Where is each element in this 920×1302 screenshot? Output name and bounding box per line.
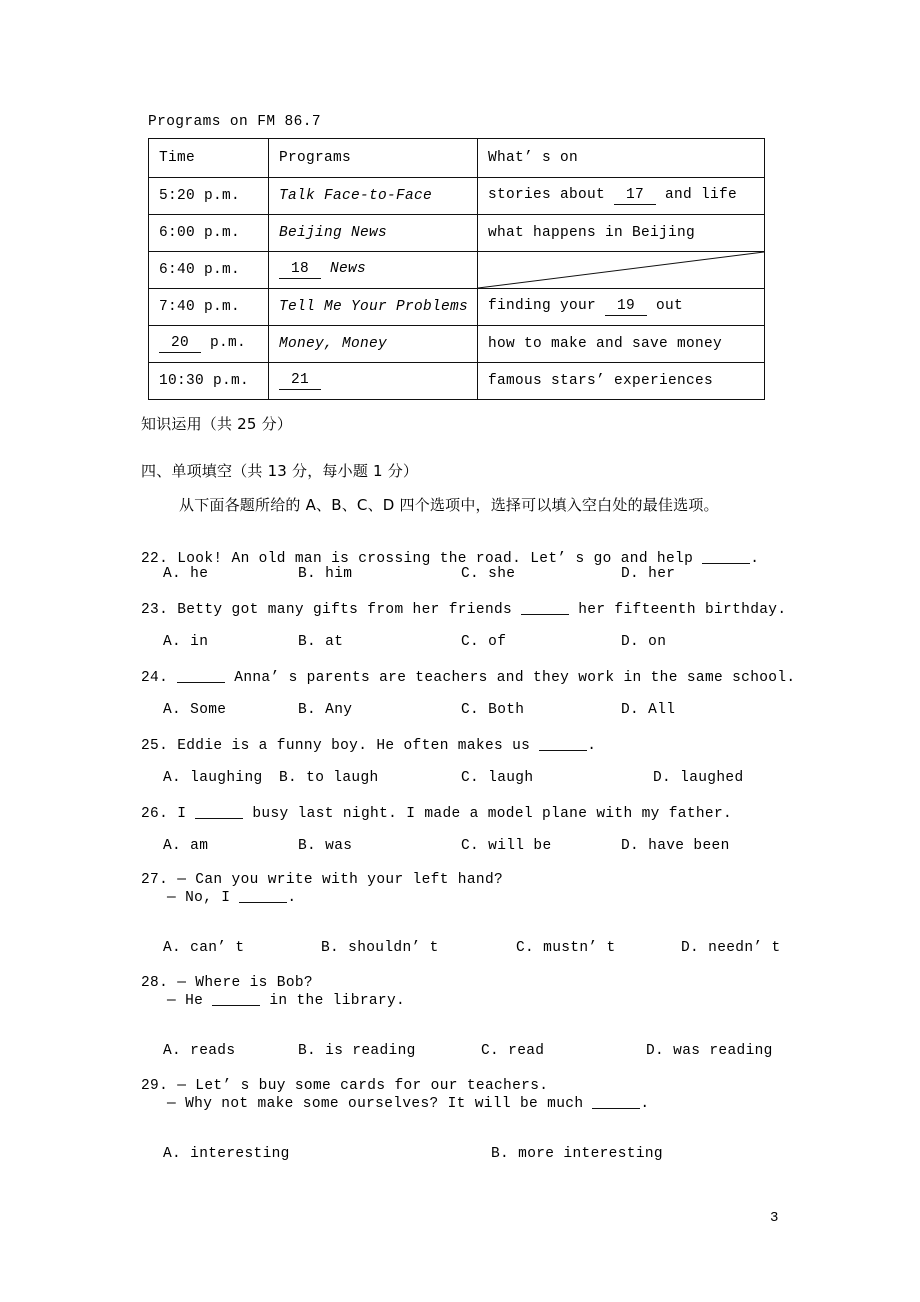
option-choice[interactable]: B. is reading (298, 1043, 416, 1059)
section-heading-multiple-choice: 四、单项填空（共 13 分，每小题 1 分） (141, 462, 419, 480)
question-stem: 28. — Where is Bob? (141, 975, 313, 991)
answer-gap (212, 991, 260, 1006)
option-choice[interactable]: C. laugh (461, 770, 534, 786)
cell-whats-on: how to make and save money (478, 326, 765, 363)
answer-gap (239, 888, 287, 903)
question-stem: 27. — Can you write with your left hand? (141, 872, 504, 888)
section-instruction: 从下面各题所给的 A、B、C、D 四个选项中，选择可以填入空白处的最佳选项。 (179, 496, 719, 514)
question-dialogue-turn: — He in the library. (167, 992, 406, 1009)
option-choice[interactable]: C. of (461, 634, 507, 650)
answer-gap (539, 736, 587, 751)
option-choice[interactable]: C. will be (461, 838, 552, 854)
program-title: Talk Face-to-Face (279, 188, 433, 204)
option-choice[interactable]: A. can’ t (163, 940, 245, 956)
table-row (149, 178, 765, 215)
option-choice[interactable]: B. Any (298, 702, 353, 718)
cell-time: 20 p.m. (149, 326, 269, 363)
option-choice[interactable]: B. at (298, 634, 344, 650)
table-header-cell-2: What’ s on (478, 139, 765, 178)
table-row (149, 252, 765, 289)
option-choice[interactable]: B. him (298, 566, 353, 582)
cell-whats-on-struck (478, 252, 765, 289)
option-choice[interactable]: D. laughed (653, 770, 744, 786)
answer-gap (592, 1094, 640, 1109)
table-row (149, 326, 765, 363)
option-choice[interactable]: D. needn’ t (681, 940, 781, 956)
question-23 (141, 600, 841, 618)
cell-program (269, 326, 478, 363)
question-stem: 23. Betty got many gifts from her friends her fifteenth birthday. (141, 601, 787, 618)
cell-time: 7:40 p.m. (149, 289, 269, 326)
question-dialogue-turn: — Why not make some ourselves? It will be much . (167, 1095, 650, 1112)
option-choice[interactable]: B. more interesting (491, 1146, 663, 1162)
cell-whats-on: famous stars’ experiences (478, 363, 765, 400)
program-title: Tell Me Your Problems (279, 299, 469, 315)
program-title-suffix: News (321, 261, 367, 278)
cell-program (269, 215, 478, 252)
table-header-row (149, 139, 765, 178)
answer-gap (521, 600, 569, 615)
fm-programs-table (148, 138, 765, 400)
question-29 (141, 1078, 841, 1112)
option-choice[interactable]: B. was (298, 838, 353, 854)
cell-time: 6:00 p.m. (149, 215, 269, 252)
cell-program (269, 289, 478, 326)
option-choice[interactable]: C. read (481, 1043, 545, 1059)
question-25 (141, 736, 841, 754)
option-choice[interactable]: C. mustn’ t (516, 940, 616, 956)
option-choice[interactable]: A. laughing (163, 770, 263, 786)
question-stem: 22. Look! An old man is crossing the road. Let’ s go and help . (141, 550, 760, 567)
cell-time: 10:30 p.m. (149, 363, 269, 400)
answer-gap (195, 804, 243, 819)
option-choice[interactable]: D. her (621, 566, 676, 582)
fm-programs-table-block (148, 114, 764, 400)
answer-gap (702, 549, 750, 564)
table-caption: Programs on FM 86.7 (148, 114, 321, 130)
option-choice[interactable]: B. to laugh (279, 770, 379, 786)
cell-time: 6:40 p.m. (149, 252, 269, 289)
table-header-cell-0: Time (149, 139, 269, 178)
cell-program (269, 363, 478, 400)
question-26 (141, 804, 841, 822)
question-dialogue-turn: — No, I . (167, 889, 297, 906)
fm-table-body (149, 139, 765, 400)
option-choice[interactable]: A. Some (163, 702, 227, 718)
table-header-cell-1: Programs (269, 139, 478, 178)
option-choice[interactable]: B. shouldn’ t (321, 940, 439, 956)
option-choice[interactable]: A. interesting (163, 1146, 290, 1162)
question-28 (141, 975, 841, 1009)
answer-blank: 17 (614, 188, 656, 204)
program-title: Money, Money (279, 336, 388, 352)
table-row (149, 215, 765, 252)
answer-blank: 19 (605, 299, 647, 315)
answer-blank: 21 (279, 373, 321, 389)
option-choice[interactable]: C. Both (461, 702, 525, 718)
option-choice[interactable]: D. was reading (646, 1043, 773, 1059)
section-score-line: 知识运用（共 25 分） (141, 415, 293, 433)
cell-whats-on: stories about 17 and life (478, 178, 765, 215)
question-24 (141, 668, 841, 686)
cell-whats-on: what happens in Beijing (478, 215, 765, 252)
table-row (149, 289, 765, 326)
option-choice[interactable]: D. All (621, 702, 676, 718)
option-choice[interactable]: A. he (163, 566, 209, 582)
question-stem: 26. I busy last night. I made a model plane with my father. (141, 805, 733, 822)
option-choice[interactable]: C. she (461, 566, 516, 582)
program-title: Beijing News (279, 225, 388, 241)
table-row (149, 363, 765, 400)
question-22 (141, 549, 841, 567)
question-stem: 24. Anna’ s parents are teachers and they work in the same school. (141, 669, 796, 686)
question-stem: 29. — Let’ s buy some cards for our teachers. (141, 1078, 549, 1094)
answer-blank: 18 (279, 262, 321, 278)
cell-program (269, 178, 478, 215)
option-choice[interactable]: A. in (163, 634, 209, 650)
question-27 (141, 872, 841, 906)
option-choice[interactable]: A. reads (163, 1043, 236, 1059)
question-stem: 25. Eddie is a funny boy. He often makes us . (141, 737, 597, 754)
option-choice[interactable]: D. on (621, 634, 667, 650)
cell-program (269, 252, 478, 289)
diagonal-strike-icon (478, 252, 764, 288)
cell-whats-on: finding your 19 out (478, 289, 765, 326)
cell-time: 5:20 p.m. (149, 178, 269, 215)
page-number: 3 (770, 1210, 779, 1226)
option-choice[interactable]: D. have been (621, 838, 730, 854)
answer-blank: 20 (159, 336, 201, 352)
answer-gap (177, 668, 225, 683)
option-choice[interactable]: A. am (163, 838, 209, 854)
